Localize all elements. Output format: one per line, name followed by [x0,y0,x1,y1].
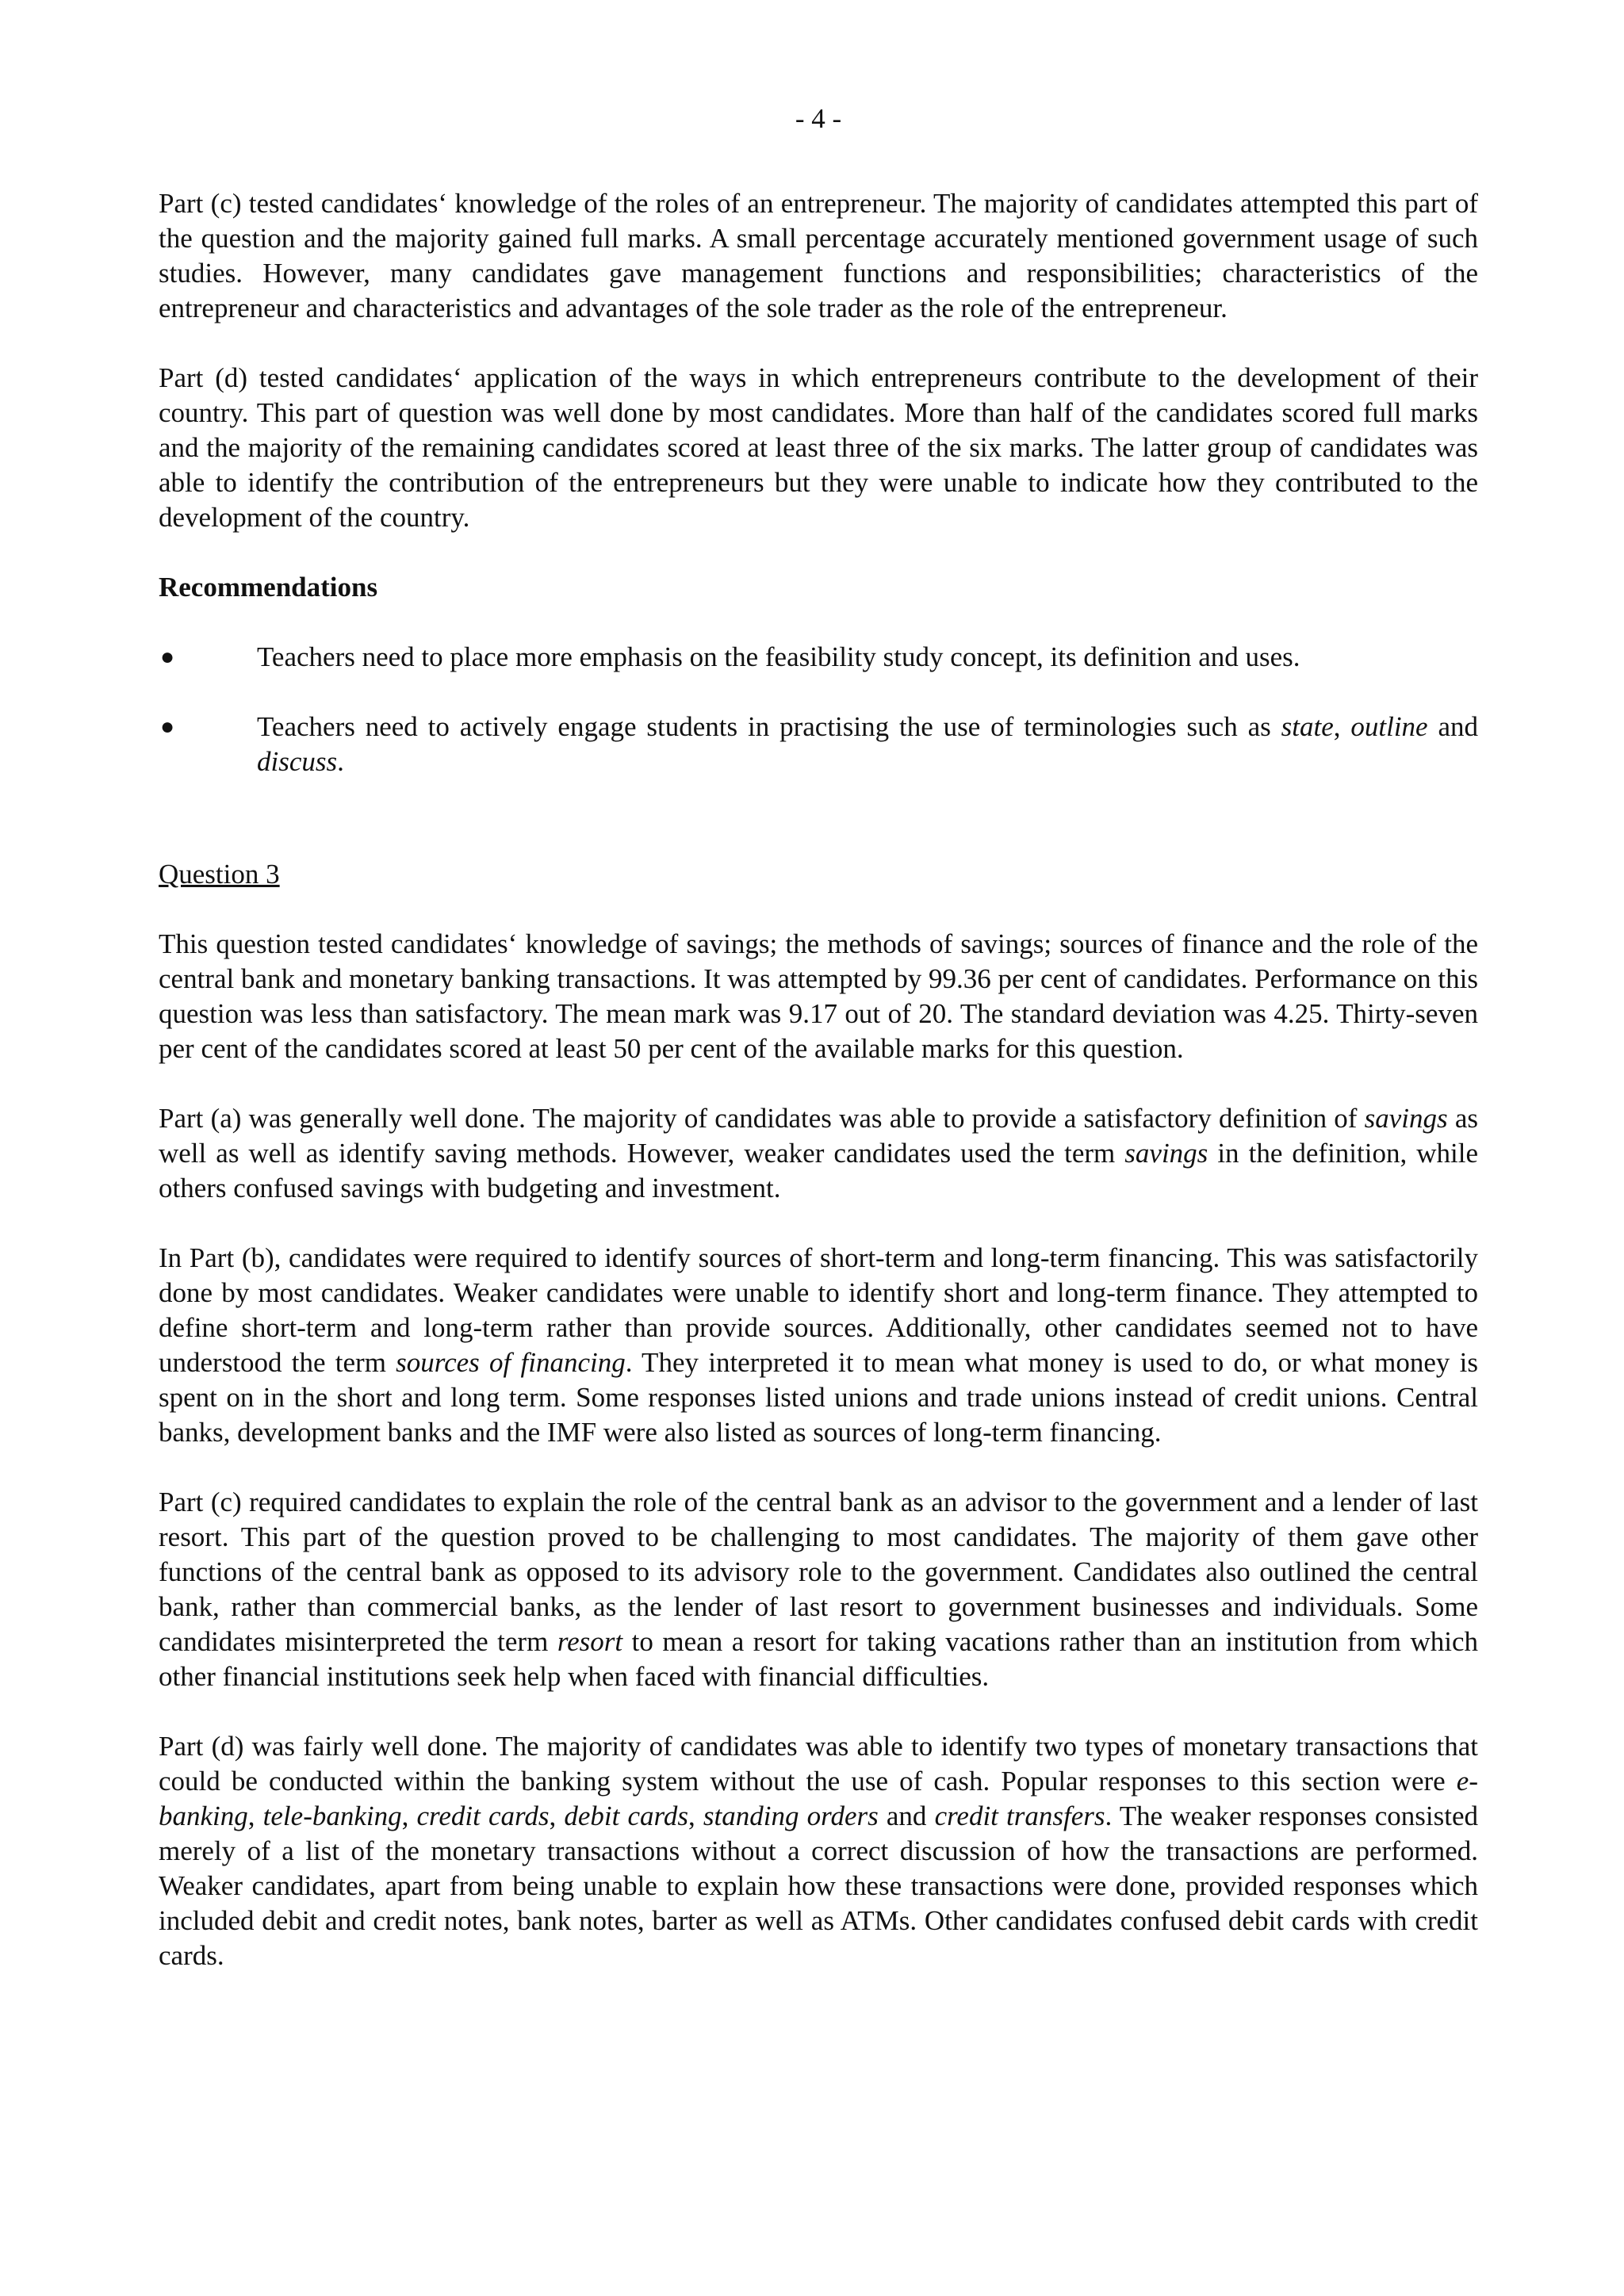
question-3-part-c: Part (c) required candidates to explain the role of the central bank as an advisor to the government and a lender of last resort. This part of the question proved to be challenging to most candidates. The majority of them gave other functions of the central bank as opposed to its advisory role to the government. Candidates also outlined the central bank, rather than commercial banks, as the lender of last resort to government businesses and individuals. Some candidates misinterpreted the term resort to mean a resort for taking vacations rather than an institution from which other financial institutions seek help when faced with financial difficulties. [159,1487,1478,1692]
question-3-part-b: In Part (b), candidates were required to identify sources of short-term and long-term financing. This was satisfactorily done by most candidates. Weaker candidates were unable to identify short and long-term finance. They attempted to define short-term and long-term rather than provide sources. Additionally, other candidates seemed not to have understood the term sources of financing. They interpreted it to mean what money is used to do, or what money is spent on in the short and long term. Some responses listed unions and trade unions instead of credit unions. Central banks, development banks and the IMF were also listed as sources of long-term financing. [159,1242,1478,1448]
page-number: - 4 - [795,103,842,134]
term-outline: outline [1350,711,1428,742]
paragraph-part-d-entrepreneur: Part (d) tested candidates‘ application of the ways in which entrepreneurs contribute to the development of their country. This part of question was well done by most candidates. More than half of the candidates scored full marks and the majority of the remaining candidates scored at least three of the six marks. The latter group of candidates was able to identify the contribution of the entrepreneurs but they were unable to indicate how they contributed to the development of the country. [159,362,1478,533]
term-state: state [1281,711,1334,742]
question-3-part-d: Part (d) was fairly well done. The majority of candidates was able to identify two types of monetary transactions that could be conducted within the banking system without the use of cash. Popular responses to this section were e-banking, tele-banking, credit cards, debit cards, standing orders and credit transfers. The weaker responses consisted merely of a list of the monetary transactions without a correct discussion of how the transactions are performed. Weaker candidates, apart from being unable to explain how these transactions were done, provided responses which included debit and credit notes, bank notes, barter as well as ATMs. Other candidates confused debit cards with credit cards. [159,1731,1479,1971]
recommendation-item [159,640,1478,675]
question-3-intro: This question tested candidates‘ knowledge of savings; the methods of savings; sources of finance and the role of the central bank and monetary banking transactions. It was attempted by 99.36 per cent of candidates. Performance on this question was less than satisfactory. The mean mark was 9.17 out of 20. The standard deviation was 4.25. Thirty-seven per cent of the candidates scored at least 50 per cent of the available marks for this question. [159,928,1478,1064]
paragraph-part-c-entrepreneur: Part (c) tested candidates‘ knowledge of the roles of an entrepreneur. The majority of candidates attempted this part of the question and the majority gained full marks. A small percentage accurately mentioned government usage of such studies. However, many candidates gave management functions and responsibilities; characteristics of the entrepreneur and characteristics and advantages of the sole trader as the role of the entrepreneur. [159,188,1478,323]
document-page [159,101,1478,2008]
recommendation-item [159,710,1478,779]
recommendations-heading: Recommendations [159,572,378,603]
bullet-icon: ● [160,644,175,670]
recommendation-text: Teachers need to actively engage students in practising the use of terminologies such as state, outline and discuss. [257,711,1479,777]
question-3-part-a: Part (a) was generally well done. The majority of candidates was able to provide a satisfactory definition of savings as well as well as identify saving methods. However, weaker candidates used the term savings in the definition, while others confused savings with budgeting and investment. [159,1103,1479,1203]
question-3-title: Question 3 [159,859,280,890]
recommendation-text: Teachers need to place more emphasis on the feasibility study concept, its definition and uses. [257,641,1300,672]
recommendations-list [159,640,1478,779]
bullet-icon: ● [160,714,175,740]
term-discuss: discuss [257,746,338,777]
